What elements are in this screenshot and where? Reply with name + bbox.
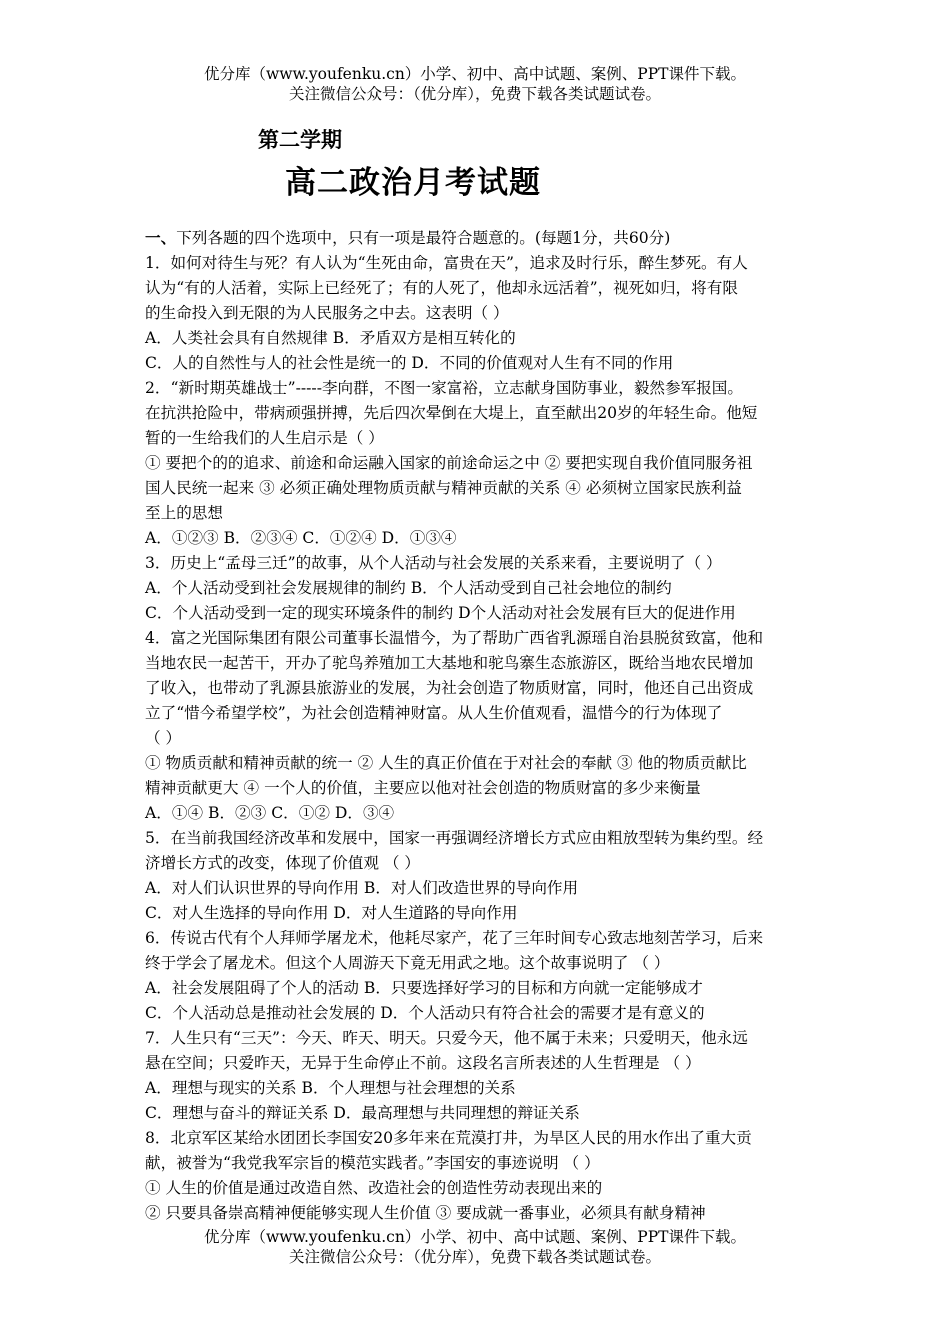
text-line: 献，被誉为“我党我军宗旨的模范实践者。”李国安的事迹说明 （ ） — [145, 1154, 600, 1172]
text-line: C．对人生选择的导向作用 D．对人生道路的导向作用 — [145, 904, 518, 922]
text-line: 立了“惜今希望学校”，为社会创造精神财富。从人生价值观看，温惜今的行为体现了 — [145, 704, 723, 722]
exam-body — [145, 226, 825, 1226]
page-footer — [0, 1227, 950, 1267]
text-line: 的生命投入到无限的为人民服务之中去。这表明（ ） — [145, 304, 509, 322]
text-line: 4．富之光国际集团有限公司董事长温惜今，为了帮助广西省乳源瑶自治县脱贫致富，他和 — [145, 629, 764, 647]
text-line: ① 物质贡献和精神贡献的统一 ② 人生的真正价值在于对社会的奉献 ③ 他的物质贡献比 — [145, 754, 747, 772]
text-line: 了收入，也带动了乳源县旅游业的发展，为社会创造了物质财富，同时，他还自己出资成 — [145, 679, 754, 697]
text-line: 当地农民一起苦干，开办了驼鸟养殖加工大基地和驼鸟寨生态旅游区，既给当地农民增加 — [145, 654, 754, 672]
footer-line-2: 关注微信公众号：（优分库），免费下载各类试题试卷。 — [288, 1248, 661, 1266]
semester-label: 第二学期 — [258, 128, 342, 152]
text-line: 暂的一生给我们的人生启示是（ ） — [145, 429, 384, 447]
text-line: A．①②③ B．②③④ C．①②④ D．①③④ — [145, 529, 457, 547]
text-line: ② 只要具备崇高精神便能够实现人生价值 ③ 要成就一番事业，必须具有献身精神 — [145, 1204, 706, 1222]
text-line: 认为“有的人活着，实际上已经死了；有的人死了，他却永远活着”，视死如归，将有限 — [145, 279, 738, 297]
text-line: 国人民统一起来 ③ 必须正确处理物质贡献与精神贡献的关系 ④ 必须树立国家民族利益 — [145, 479, 742, 497]
text-line: ① 人生的价值是通过改造自然、改造社会的创造性劳动表现出来的 — [145, 1179, 603, 1197]
text-line: 8．北京军区某给水团团长李国安20多年来在荒漠打井，为旱区人民的用水作出了重大贡 — [145, 1129, 752, 1147]
text-line: 3．历史上“孟母三迁”的故事，从个人活动与社会发展的关系来看，主要说明了（ ） — [145, 554, 722, 572]
text-line: A．人类社会具有自然规律 B．矛盾双方是相互转化的 — [145, 329, 516, 347]
text-line: 5．在当前我国经济改革和发展中，国家一再强调经济增长方式应由粗放型转为集约型。经 — [145, 829, 764, 847]
section-heading — [145, 226, 825, 251]
text-line: C．个人活动受到一定的现实环境条件的制约 D个人活动对社会发展有巨大的促进作用 — [145, 604, 736, 622]
section-instructions: 下列各题的四个选项中，只有一项是最符合题意的。(每题1分，共60分) — [176, 229, 671, 247]
header-line-1: 优分库（www.youfenku.cn）小学、初中、高中试题、案例、PPT课件下载。 — [203, 65, 747, 83]
text-line: 7．人生只有“三天”：今天、昨天、明天。只爱今天，他不属于未来；只爱明天，他永远 — [145, 1029, 748, 1047]
text-line: 终于学会了屠龙术。但这个人周游天下竟无用武之地。这个故事说明了 （ ） — [145, 954, 670, 972]
text-line: ① 要把个的的追求、前途和命运融入国家的前途命运之中 ② 要把实现自我价值同服务祖 — [145, 454, 753, 472]
text-line: 悬在空间；只爱昨天，无异于生命停止不前。这段名言所表述的人生哲理是 （ ） — [145, 1054, 701, 1072]
text-line: （ ） — [145, 729, 182, 747]
text-line: A．理想与现实的关系 B．个人理想与社会理想的关系 — [145, 1079, 516, 1097]
text-line: A．个人活动受到社会发展规律的制约 B．个人活动受到自己社会地位的制约 — [145, 579, 672, 597]
page-title: 高二政治月考试题 — [285, 165, 541, 201]
text-line: C．理想与奋斗的辩证关系 D．最高理想与共同理想的辩证关系 — [145, 1104, 580, 1122]
question-lines — [145, 251, 825, 1226]
footer-line-1: 优分库（www.youfenku.cn）小学、初中、高中试题、案例、PPT课件下载。 — [203, 1228, 747, 1246]
text-line: A．①④ B．②③ C．①② D．③④ — [145, 804, 395, 822]
text-line: 在抗洪抢险中，带病顽强拼搏，先后四次晕倒在大堤上，直至献出20岁的年轻生命。他短 — [145, 404, 758, 422]
text-line: C．人的自然性与人的社会性是统一的 D．不同的价值观对人生有不同的作用 — [145, 354, 674, 372]
text-line: 精神贡献更大 ④ 一个人的价值，主要应以他对社会创造的物质财富的多少来衡量 — [145, 779, 701, 797]
text-line: C．个人活动总是推动社会发展的 D．个人活动只有符合社会的需要才是有意义的 — [145, 1004, 705, 1022]
text-line: 2．“新时期英雄战士”-----李向群，不图一家富裕，立志献身国防事业，毅然参军报国。 — [145, 379, 743, 397]
page-header — [0, 64, 950, 104]
text-line: 1．如何对待生与死？有人认为“生死由命，富贵在天”，追求及时行乐，醉生梦死。有人 — [145, 254, 748, 272]
header-line-2: 关注微信公众号：（优分库），免费下载各类试题试卷。 — [288, 85, 661, 103]
text-line: 济增长方式的改变，体现了价值观 （ ） — [145, 854, 421, 872]
text-line: A．社会发展阻碍了个人的活动 B．只要选择好学习的目标和方向就一定能够成才 — [145, 979, 703, 997]
text-line: 6．传说古代有个人拜师学屠龙术，他耗尽家产，花了三年时间专心致志地刻苦学习，后来 — [145, 929, 764, 947]
text-line: A．对人们认识世界的导向作用 B．对人们改造世界的导向作用 — [145, 879, 579, 897]
section-number: 一、 — [145, 229, 177, 247]
text-line: 至上的思想 — [145, 504, 223, 522]
